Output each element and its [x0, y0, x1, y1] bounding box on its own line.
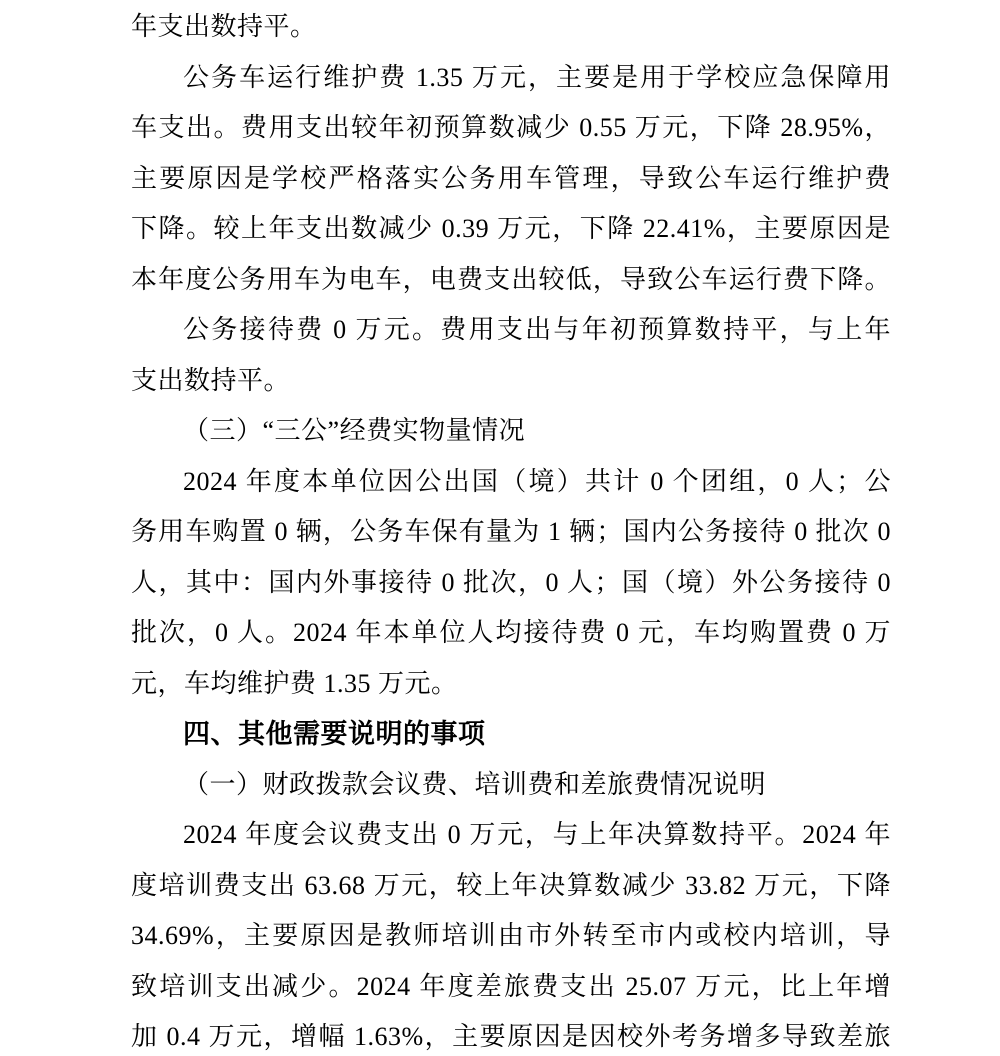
- body-line-1: 年支出数持平。: [131, 12, 317, 41]
- body-line-17: 2024 年度会议费支出 0 万元，与上年决算数持平。2024 年: [183, 820, 891, 849]
- body-line-12: 人，其中：国内外事接待 0 批次，0 人；国（境）外公务接待 0: [131, 567, 891, 597]
- body-line-7: 公务接待费 0 万元。费用支出与年初预算数持平，与上年: [183, 315, 891, 344]
- body-line-13: 批次，0 人。2024 年本单位人均接待费 0 元，车均购置费 0 万: [131, 618, 891, 647]
- body-line-20: 致培训支出减少。2024 年度差旅费支出 25.07 万元，比上年增: [131, 971, 891, 1001]
- body-line-4: 主要原因是学校严格落实公务用车管理，导致公车运行维护费: [131, 163, 891, 193]
- body-line-14: 元，车均维护费 1.35 万元。: [131, 668, 458, 698]
- body-line-8: 支出数持平。: [131, 365, 291, 395]
- body-line-6: 本年度公务用车为电车，电费支出较低，导致公车运行费下降。: [131, 264, 891, 294]
- body-line-10: 2024 年度本单位因公出国（境）共计 0 个团组，0 人；公: [183, 466, 891, 496]
- subsection-heading-fiscal-meeting-training-travel: （一）财政拨款会议费、培训费和差旅费情况说明: [183, 769, 767, 799]
- body-line-5: 下降。较上年支出数减少 0.39 万元，下降 22.41%，主要原因是: [131, 214, 891, 243]
- body-line-2: 公务车运行维护费 1.35 万元，主要是用于学校应急保障用: [183, 62, 891, 92]
- document-text-block: [131, 2, 891, 1056]
- body-line-19: 34.69%，主要原因是教师培训由市外转至市内或校内培训，导: [131, 921, 891, 950]
- body-line-21: 加 0.4 万元，增幅 1.63%，主要原因是因校外考务增多导致差旅: [131, 1022, 891, 1051]
- body-line-11: 务用车购置 0 辆，公务车保有量为 1 辆；国内公务接待 0 批次 0: [131, 517, 891, 546]
- body-line-3: 车支出。费用支出较年初预算数减少 0.55 万元，下降 28.95%，: [131, 113, 891, 142]
- section-heading-other-matters: 四、其他需要说明的事项: [183, 719, 486, 749]
- subsection-heading-three-public-quantities: （三）“三公”经费实物量情况: [183, 416, 526, 445]
- body-line-18: 度培训费支出 63.68 万元，较上年决算数减少 33.82 万元，下降: [131, 870, 891, 900]
